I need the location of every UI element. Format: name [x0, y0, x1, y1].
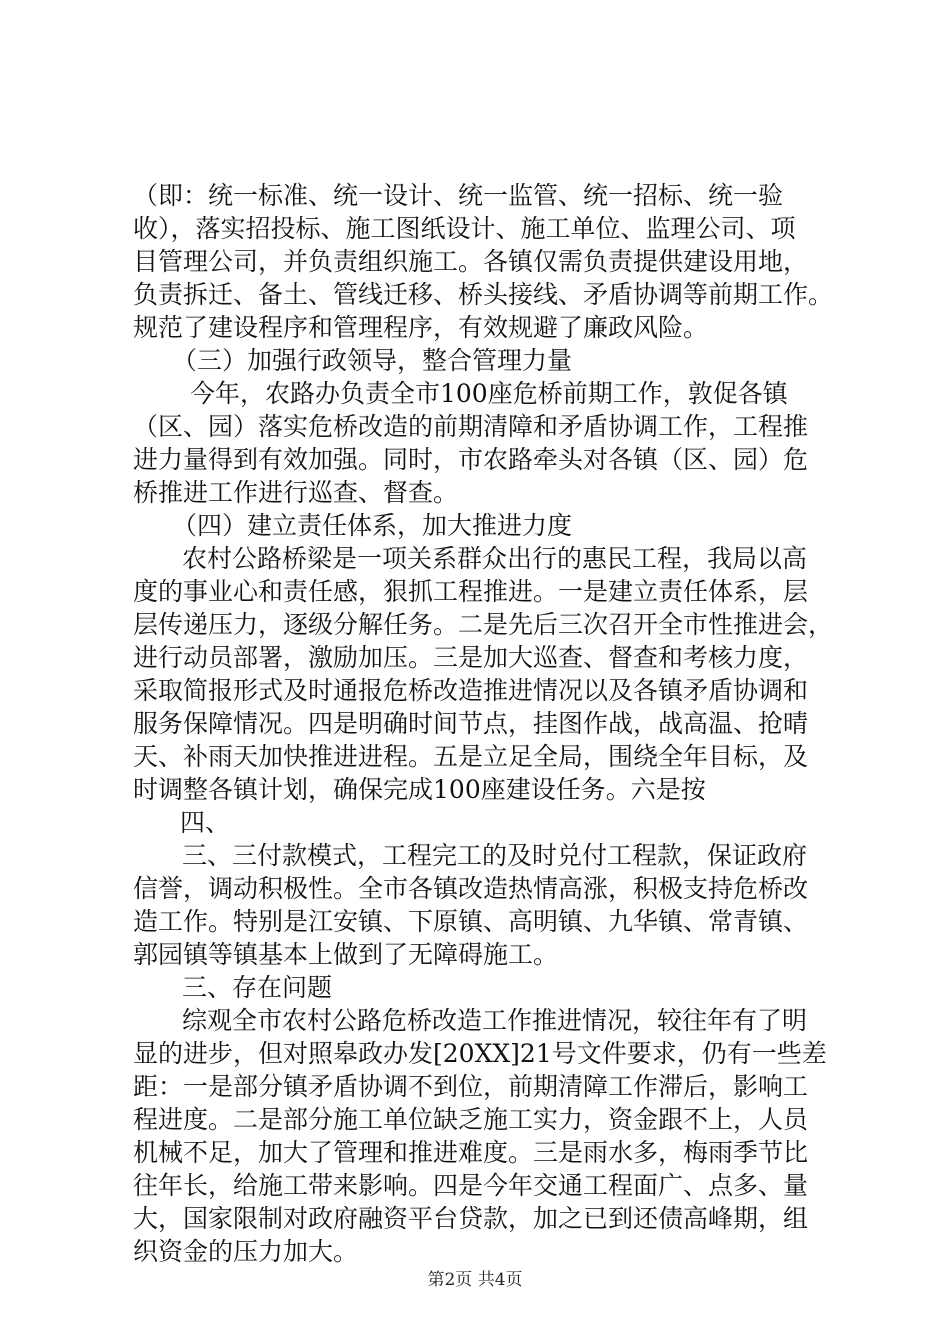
- text-line: （即：统一标准、统一设计、统一监管、统一招标、统一验: [133, 181, 784, 210]
- page-number-footer: 第2页 共4页: [427, 1270, 523, 1290]
- text-line: 桥推进工作进行巡查、督查。: [133, 478, 459, 507]
- text-line: 服务保障情况。四是明确时间节点，挂图作战，战高温、抢晴: [133, 709, 809, 738]
- text-line: 天、补雨天加快推进进程。五是立足全局，围绕全年目标，及: [133, 742, 809, 771]
- text-line: 今年，农路办负责全市100座危桥前期工作，敦促各镇: [190, 379, 788, 408]
- text-line: 信誉，调动积极性。全市各镇改造热情高涨，积极支持危桥改: [133, 874, 809, 903]
- text-line: 层传递压力，逐级分解任务。二是先后三次召开全市性推进会，: [133, 610, 834, 639]
- text-line: 往年长，给施工带来影响。四是今年交通工程面广、点多、量: [133, 1171, 809, 1200]
- text-line: 采取简报形式及时通报危桥改造推进情况以及各镇矛盾协调和: [133, 676, 809, 705]
- text-line: 机械不足，加大了管理和推进难度。三是雨水多，梅雨季节比: [133, 1138, 809, 1167]
- text-line: 农村公路桥梁是一项关系群众出行的惠民工程，我局以高: [182, 544, 808, 573]
- section-heading: （三）加强行政领导，整合管理力量: [172, 346, 573, 375]
- text-line: （区、园）落实危桥改造的前期清障和矛盾协调工作，工程推: [133, 412, 809, 441]
- text-line: 综观全市农村公路危桥改造工作推进情况，较往年有了明: [182, 1006, 808, 1035]
- text-line: 进行动员部署，激励加压。三是加大巡查、督查和考核力度，: [133, 643, 809, 672]
- text-line: 程进度。二是部分施工单位缺乏施工实力，资金跟不上，人员: [133, 1105, 809, 1134]
- text-line: 时调整各镇计划，确保完成100座建设任务。六是按: [133, 775, 706, 804]
- text-line: 三、三付款模式，工程完工的及时兑付工程款，保证政府: [182, 841, 808, 870]
- text-line: 郭园镇等镇基本上做到了无障碍施工。: [133, 940, 559, 969]
- text-line: 造工作。特别是江安镇、下原镇、高明镇、九华镇、常青镇、: [133, 907, 809, 936]
- text-line: 度的事业心和责任感，狠抓工程推进。一是建立责任体系，层: [133, 577, 809, 606]
- text-line: 进力量得到有效加强。同时，市农路牵头对各镇（区、园）危: [133, 445, 809, 474]
- text-line: 负责拆迁、备土、管线迁移、桥头接线、矛盾协调等前期工作。: [133, 280, 834, 309]
- text-line: 距：一是部分镇矛盾协调不到位，前期清障工作滞后，影响工: [133, 1072, 809, 1101]
- section-heading: 四、: [180, 808, 231, 837]
- text-line: 目管理公司，并负责组织施工。各镇仅需负责提供建设用地，: [133, 247, 809, 276]
- section-heading: 三、存在问题: [182, 973, 333, 1002]
- text-line: 大，国家限制对政府融资平台贷款，加之已到还债高峰期，组: [133, 1204, 809, 1233]
- text-line: 织资金的压力加大。: [133, 1237, 359, 1266]
- text-line: 规范了建设程序和管理程序，有效规避了廉政风险。: [133, 313, 709, 342]
- text-line: 显的进步，但对照皋政办发[20XX]21号文件要求，仍有一些差: [133, 1039, 827, 1068]
- section-heading: （四）建立责任体系，加大推进力度: [172, 511, 573, 540]
- text-line: 收），落实招投标、施工图纸设计、施工单位、监理公司、项: [133, 214, 796, 243]
